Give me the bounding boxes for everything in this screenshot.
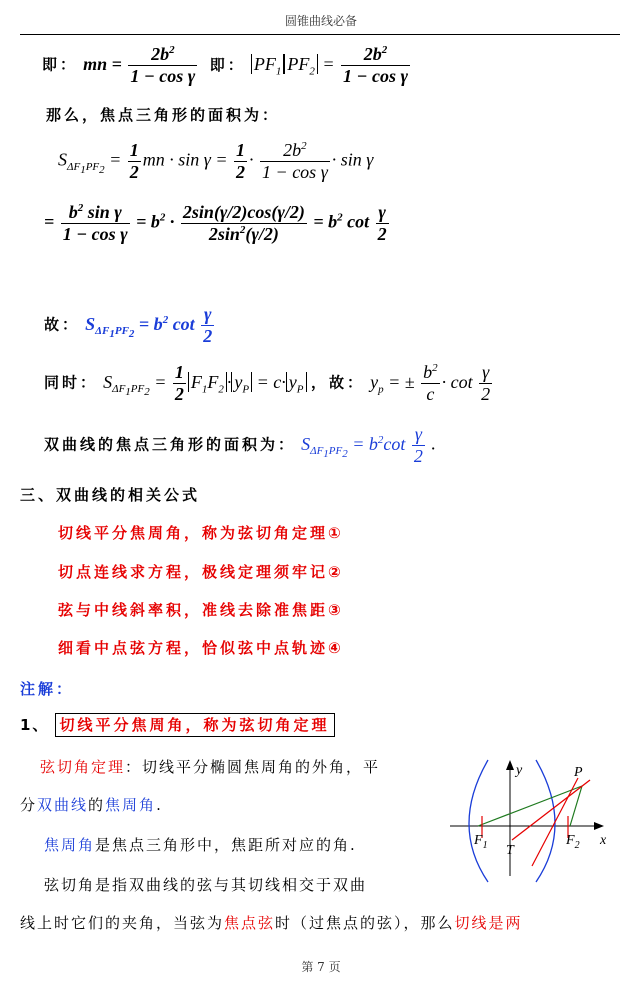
formula-area-1: $S_{\Delta F_1PF_2}$ = $\frac{1}{2}$ mn · sin γ = $\frac{1}{2}$ · $\frac{2b^2}{\text{1 − cos γ}}$ · sin γ <box>58 140 374 182</box>
area-intro: 那么，焦点三角形的面积为： <box>46 106 281 124</box>
label-x: x <box>600 833 607 848</box>
label-f1: $F_1$ <box>474 833 488 851</box>
note-item-1: 1、 切线平分焦周角，称为弦切角定理 <box>20 714 335 735</box>
verse-4: 细看中点弦方程，恰似弦中点轨迹④ <box>58 639 344 657</box>
label-f2: $F_2$ <box>566 833 580 851</box>
formula-mn: 即： mn = $\frac{2b^2}{\text{1 − cos γ}}$ 即： $PF_1$ $PF_2$ = $\frac{2b^2}{\text{1 − cos γ}}$ <box>42 44 408 86</box>
hyperbola-area: 双曲线的焦点三角形的面积为： $S_{\Delta F_1PF_2} = b^2\cot$ $\frac{\gamma}{2}$ . <box>44 424 436 466</box>
para-line-1: 弦切角定理：切线平分椭圆焦周角的外角，平 <box>40 758 381 776</box>
para-line-3: 焦周角是焦点三角形中，焦距所对应的角. <box>44 836 357 854</box>
para-line-2: 分双曲线的焦周角. <box>20 796 163 814</box>
page-footer: 第 7 页 <box>301 960 341 974</box>
para-line-5: 线上时它们的夹角，当弦为焦点弦时（过焦点的弦），那么切线是两 <box>20 914 523 932</box>
x-axis-arrow <box>594 822 604 830</box>
tangent-line <box>512 780 590 840</box>
para-line-4: 弦切角是指双曲线的弦与其切线相交于双曲 <box>44 876 368 894</box>
result-formula: 故： $S_{\Delta F_1PF_2} = b^2$ cot $\frac{\gamma}{2}$ <box>44 304 213 346</box>
header-rule <box>20 34 620 35</box>
formula-area-2: = $\frac{b^2 \sin \gamma}{\text{1 − cos γ}}$ = $b^2$ · $\frac{2\sin(\gamma/2)\cos(\gamma/2)}{2\sin^2(\gamma/2)}$ = $b^2$ cot $\frac{\gamma}{2}$ <box>44 202 387 244</box>
label-y: y <box>516 763 523 778</box>
label-t: T <box>506 843 514 858</box>
verse-1: 切线平分焦周角，称为弦切角定理① <box>58 524 344 542</box>
y-axis-arrow <box>506 760 514 770</box>
label-p: P <box>574 765 583 780</box>
verse-3: 弦与中线斜率积，准线去除准焦距③ <box>58 601 344 619</box>
left-branch <box>469 760 488 882</box>
verse-2: 切点连线求方程，极线定理须牢记② <box>58 563 344 581</box>
boxed-theorem: 切线平分焦周角，称为弦切角定理 <box>55 713 335 737</box>
right-branch <box>536 760 555 882</box>
hyperbola-figure <box>440 756 620 886</box>
section-heading: 三、双曲线的相关公式 <box>20 486 201 504</box>
formula-yp: 同时： $S_{\Delta F_1PF_2}$ = $\frac{1}{2}$ $F_1F_2 \cdot y_P = c\cdot y_P$ ，故： $y_p$ = ± $\frac{b^2}{c}$ · cot $\frac{\gamma}{2}$ <box>44 362 491 404</box>
note-label: 注解： <box>20 680 75 698</box>
page-header: 圆锥曲线必备 <box>284 14 357 28</box>
focal-line-f2p <box>570 786 582 826</box>
focal-line-f1p <box>478 786 582 826</box>
